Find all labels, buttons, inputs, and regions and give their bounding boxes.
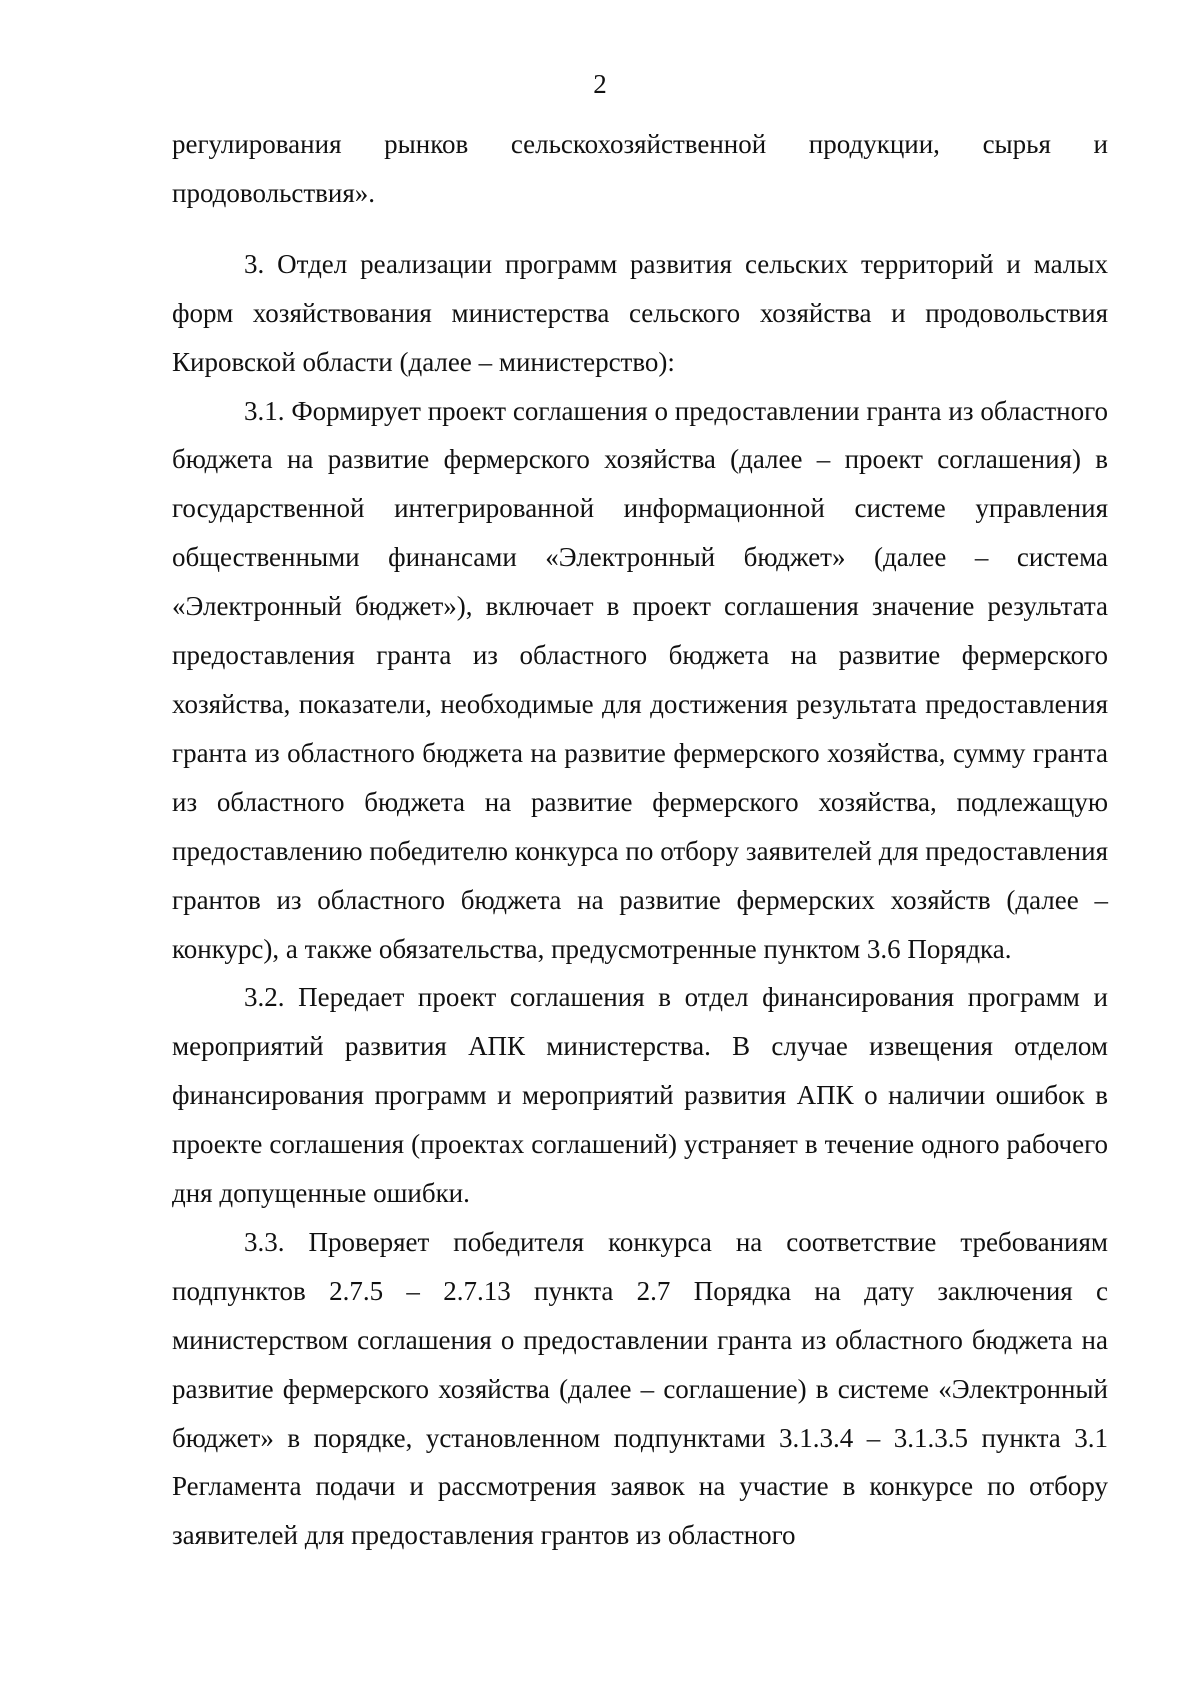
page-number: 2 bbox=[593, 69, 607, 99]
continuation-line-1: регулирования рынков сельскохозяйственной продукции, сырья и bbox=[172, 129, 1108, 159]
paragraph-3-1: 3.1. Формирует проект соглашения о предоставлении гранта из областного бюджета на развитие фермерского хозяйства (далее – проект соглашения) в государственной интегрированной информационной системе управления общественными финансами «Электронный бюджет» (далее – система «Электронный бюджет»), включает в проект соглашения значение результата предоставления гранта из областного бюджета на развитие фермерского хозяйства, показатели, необходимые для достижения результата предоставления гранта из областного бюджета на развитие фермерского хозяйства, сумму гранта из областного бюджета на развитие фермерского хозяйства, подлежащую предоставлению победителю конкурса по отбору заявителей для предоставления грантов из областного бюджета на развитие фермерских хозяйств (далее – конкурс), а также обязательства, предусмотренные пунктом 3.6 Порядка. bbox=[172, 395, 1108, 964]
continuation-line-2: продовольствия». bbox=[172, 177, 376, 208]
paragraph-3-3: 3.3. Проверяет победителя конкурса на соответствие требованиям подпунктов 2.7.5 – 2.7.13 пункта 2.7 Порядка на дату заключения с министерством соглашения о предоставлении гранта из областного бюджета на развитие фермерского хозяйства (далее – соглашение) в системе «Электронный бюджет» в порядке, установленном подпунктами 3.1.3.4 – 3.1.3.5 пункта 3.1 Регламента подачи и рассмотрения заявок на участие в конкурсе по отбору заявителей для предоставления грантов из областного bbox=[172, 1226, 1108, 1551]
paragraph-3-2: 3.2. Передает проект соглашения в отдел финансирования программ и мероприятий развития АПК министерства. В случае извещения отделом финансирования программ и мероприятий развития АПК о наличии ошибок в проекте соглашения (проектах соглашений) устраняет в течение одного рабочего дня допущенные ошибки. bbox=[172, 982, 1108, 1209]
paragraph-3: 3. Отдел реализации программ развития сельских территорий и малых форм хозяйствования министерства сельского хозяйства и продовольствия Кировской области (далее – министерство): bbox=[172, 248, 1108, 377]
document-body bbox=[172, 120, 1108, 1560]
continuation-paragraph bbox=[172, 120, 1108, 218]
